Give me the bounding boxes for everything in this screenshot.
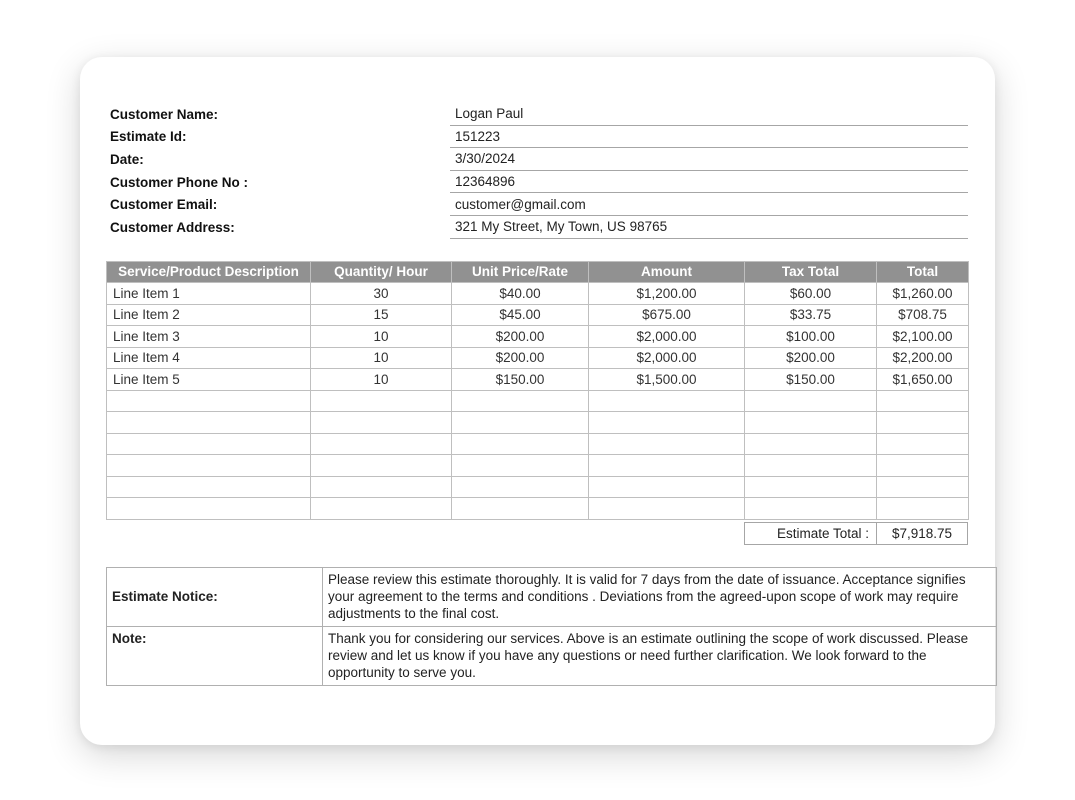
empty-cell: [311, 455, 452, 477]
notice-row: [107, 626, 997, 685]
empty-table-row: [107, 390, 969, 412]
customer-field-value: customer@gmail.com: [450, 193, 968, 216]
empty-cell: [589, 498, 745, 520]
column-header: Total: [877, 261, 969, 283]
empty-cell: [452, 498, 589, 520]
empty-table-row: [107, 476, 969, 498]
customer-field-label: Customer Address:: [110, 219, 235, 235]
table-row: [107, 283, 969, 305]
table-cell: $1,650.00: [877, 369, 969, 391]
table-body: [107, 283, 969, 520]
customer-field-value: Logan Paul: [450, 103, 968, 126]
table-row: [107, 369, 969, 391]
empty-cell: [107, 433, 311, 455]
estimate-total-label: Estimate Total :: [744, 522, 876, 545]
empty-cell: [589, 412, 745, 434]
empty-cell: [311, 476, 452, 498]
empty-cell: [452, 476, 589, 498]
column-header: Tax Total: [745, 261, 877, 283]
empty-cell: [589, 455, 745, 477]
empty-cell: [877, 455, 969, 477]
table-cell: $200.00: [452, 326, 589, 348]
empty-cell: [452, 412, 589, 434]
table-cell: Line Item 4: [107, 347, 311, 369]
empty-cell: [589, 433, 745, 455]
table-cell: $2,200.00: [877, 347, 969, 369]
empty-table-row: [107, 433, 969, 455]
column-header: Quantity/ Hour: [311, 261, 452, 283]
empty-cell: [107, 390, 311, 412]
notice-label: Note:: [107, 626, 323, 685]
notices-body: [107, 567, 997, 685]
customer-field-value: 3/30/2024: [450, 148, 968, 171]
customer-field-row: [106, 171, 968, 194]
empty-cell: [311, 390, 452, 412]
customer-field-label: Estimate Id:: [110, 129, 187, 145]
table-row: [107, 304, 969, 326]
table-cell: Line Item 5: [107, 369, 311, 391]
empty-cell: [745, 498, 877, 520]
notices-table: [106, 567, 997, 686]
table-cell: $100.00: [745, 326, 877, 348]
table-cell: 30: [311, 283, 452, 305]
empty-cell: [452, 433, 589, 455]
empty-cell: [311, 433, 452, 455]
table-cell: $2,000.00: [589, 326, 745, 348]
column-header: Amount: [589, 261, 745, 283]
notice-text: Thank you for considering our services. Above is an estimate outlining the scope of work discussed. Please review and let us know if you have any questions or need further clarification. We look forward to the opportunity to serve you.: [323, 626, 997, 685]
empty-cell: [311, 412, 452, 434]
customer-field-row: [106, 216, 968, 239]
customer-field-value: 321 My Street, My Town, US 98765: [450, 216, 968, 239]
customer-field-label: Date:: [110, 151, 144, 167]
table-cell: 15: [311, 304, 452, 326]
table-cell: $33.75: [745, 304, 877, 326]
table-cell: $1,260.00: [877, 283, 969, 305]
customer-field-row: [106, 193, 968, 216]
table-cell: Line Item 2: [107, 304, 311, 326]
column-header: Service/Product Description: [107, 261, 311, 283]
empty-cell: [311, 498, 452, 520]
empty-cell: [107, 476, 311, 498]
table-cell: $200.00: [745, 347, 877, 369]
customer-field-row: [106, 148, 968, 171]
table-header-row: [107, 261, 969, 283]
table-cell: $675.00: [589, 304, 745, 326]
table-cell: $2,000.00: [589, 347, 745, 369]
table-cell: $1,200.00: [589, 283, 745, 305]
empty-cell: [745, 390, 877, 412]
empty-cell: [877, 476, 969, 498]
notice-row: [107, 567, 997, 626]
table-row: [107, 326, 969, 348]
table-cell: 10: [311, 347, 452, 369]
empty-cell: [107, 412, 311, 434]
table-cell: 10: [311, 326, 452, 348]
empty-cell: [589, 390, 745, 412]
column-header: Unit Price/Rate: [452, 261, 589, 283]
notice-label: Estimate Notice:: [107, 567, 323, 626]
customer-field-label: Customer Email:: [110, 197, 218, 213]
table-cell: $200.00: [452, 347, 589, 369]
table-cell: $1,500.00: [589, 369, 745, 391]
empty-cell: [107, 455, 311, 477]
estimate-total-value: $7,918.75: [876, 522, 968, 545]
estimate-total-row: [744, 522, 968, 545]
table-cell: $150.00: [745, 369, 877, 391]
notice-text: Please review this estimate thoroughly. It is valid for 7 days from the date of issuance. Acceptance signifies your agreement to the terms and conditions . Deviations from the agreed-upon scope of work may require adjustments to the final cost.: [323, 567, 997, 626]
customer-field-row: [106, 103, 968, 126]
customer-field-value: 12364896: [450, 171, 968, 194]
table-cell: $40.00: [452, 283, 589, 305]
empty-cell: [452, 455, 589, 477]
empty-cell: [745, 433, 877, 455]
table-cell: $150.00: [452, 369, 589, 391]
empty-table-row: [107, 455, 969, 477]
empty-cell: [877, 498, 969, 520]
table-cell: Line Item 1: [107, 283, 311, 305]
empty-cell: [745, 476, 877, 498]
empty-cell: [745, 412, 877, 434]
empty-cell: [877, 433, 969, 455]
empty-cell: [589, 476, 745, 498]
table-cell: $60.00: [745, 283, 877, 305]
customer-info-section: [106, 103, 968, 239]
table-cell: $2,100.00: [877, 326, 969, 348]
customer-field-label: Customer Name:: [110, 106, 219, 122]
table-cell: Line Item 3: [107, 326, 311, 348]
empty-table-row: [107, 412, 969, 434]
line-items-table: [106, 261, 969, 520]
empty-cell: [107, 498, 311, 520]
table-row: [107, 347, 969, 369]
customer-field-row: [106, 126, 968, 149]
table-cell: $45.00: [452, 304, 589, 326]
customer-field-label: Customer Phone No :: [110, 174, 249, 190]
estimate-document-card: [80, 57, 995, 745]
table-cell: $708.75: [877, 304, 969, 326]
table-cell: 10: [311, 369, 452, 391]
customer-field-value: 151223: [450, 126, 968, 149]
empty-cell: [877, 390, 969, 412]
empty-cell: [877, 412, 969, 434]
empty-table-row: [107, 498, 969, 520]
empty-cell: [745, 455, 877, 477]
empty-cell: [452, 390, 589, 412]
